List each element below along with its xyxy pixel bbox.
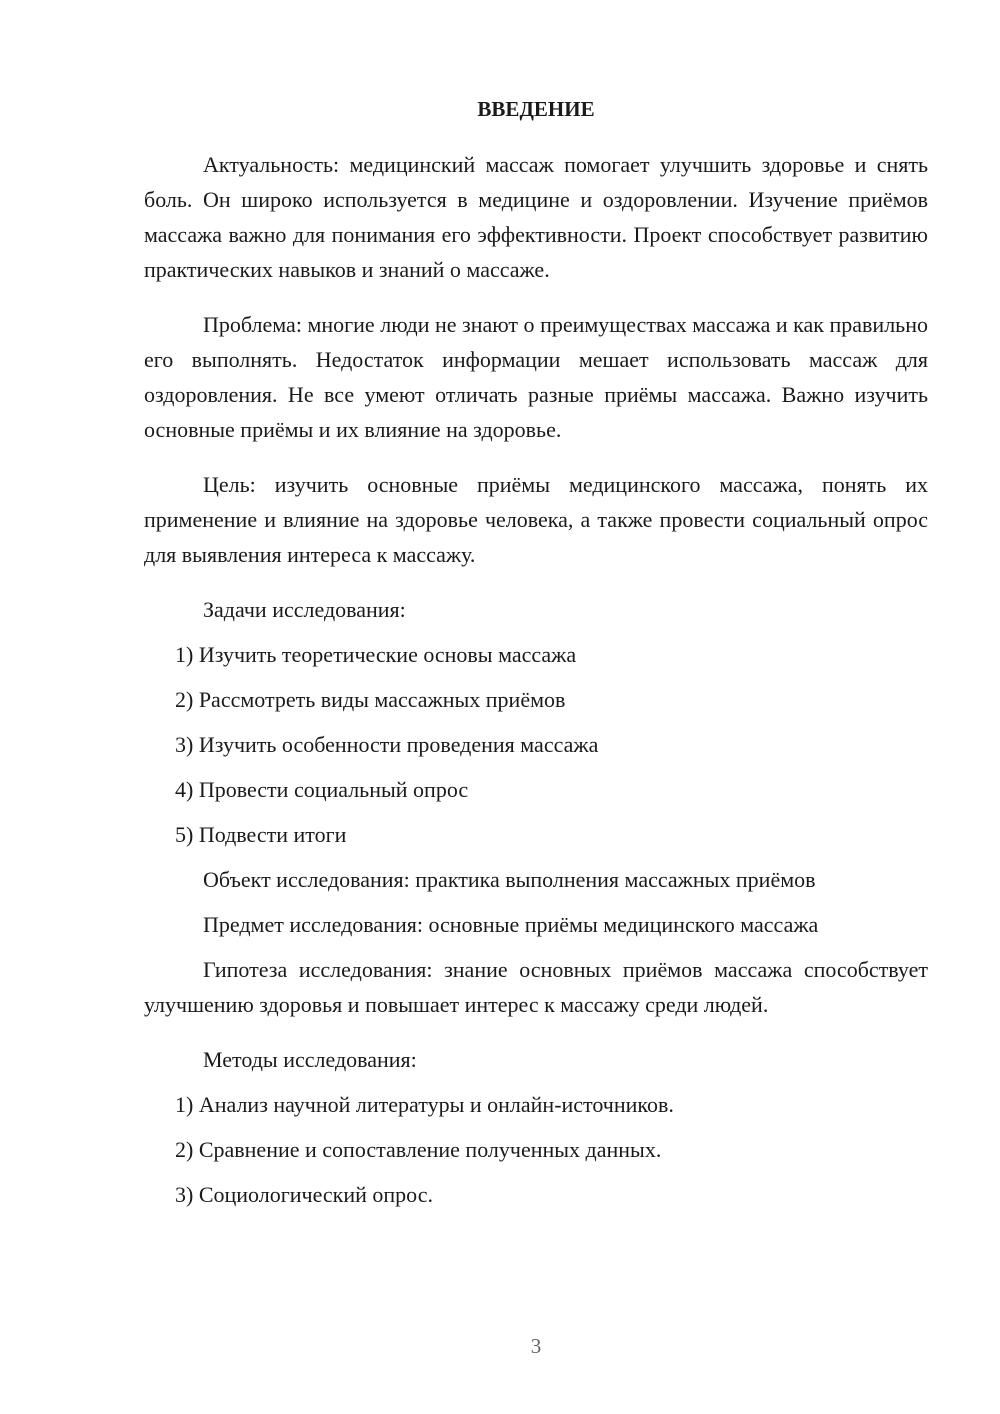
list-item: 1) Анализ научной литературы и онлайн-источников.	[175, 1092, 674, 1117]
hypothesis-paragraph: Гипотеза исследования: знание основных приёмов массажа способствует улучшению здоровья и повышает интерес к массажу среди людей.	[144, 957, 928, 1017]
subject-line: Предмет исследования: основные приёмы медицинского массажа	[203, 912, 819, 937]
list-item: 1) Изучить теоретические основы массажа	[175, 642, 577, 667]
tasks-heading: Задачи исследования:	[203, 597, 406, 622]
page-title: ВВЕДЕНИЕ	[477, 97, 595, 121]
problem-paragraph: Проблема: многие люди не знают о преимуществах массажа и как правильно его выполнять. Недостаток информации мешает использовать массаж для оздоровления. Не все умеют отличать разные приёмы массажа. Важно изучить основные приёмы и их влияние на здоровье.	[144, 312, 928, 442]
goal-paragraph: Цель: изучить основные приёмы медицинского массажа, понять их применение и влияние на здоровье человека, а также провести социальный опрос для выявления интереса к массажу.	[144, 472, 928, 567]
page-number: 3	[530, 1334, 542, 1358]
list-item: 4) Провести социальный опрос	[175, 777, 469, 802]
list-item: 5) Подвести итоги	[175, 822, 347, 847]
list-item: 2) Рассмотреть виды массажных приёмов	[175, 687, 566, 712]
object-line: Объект исследования: практика выполнения массажных приёмов	[203, 867, 816, 892]
methods-heading: Методы исследования:	[203, 1047, 417, 1072]
list-item: 3) Изучить особенности проведения массажа	[175, 732, 599, 757]
relevance-paragraph: Актуальность: медицинский массаж помогает улучшить здоровье и снять боль. Он широко используется в медицине и оздоровлении. Изучение приёмов массажа важно для понимания его эффективности. Проект способствует развитию практических навыков и знаний о массаже.	[144, 152, 928, 282]
document-page	[144, 92, 928, 1222]
list-item: 3) Социологический опрос.	[175, 1182, 433, 1207]
list-item: 2) Сравнение и сопоставление полученных данных.	[175, 1137, 662, 1162]
